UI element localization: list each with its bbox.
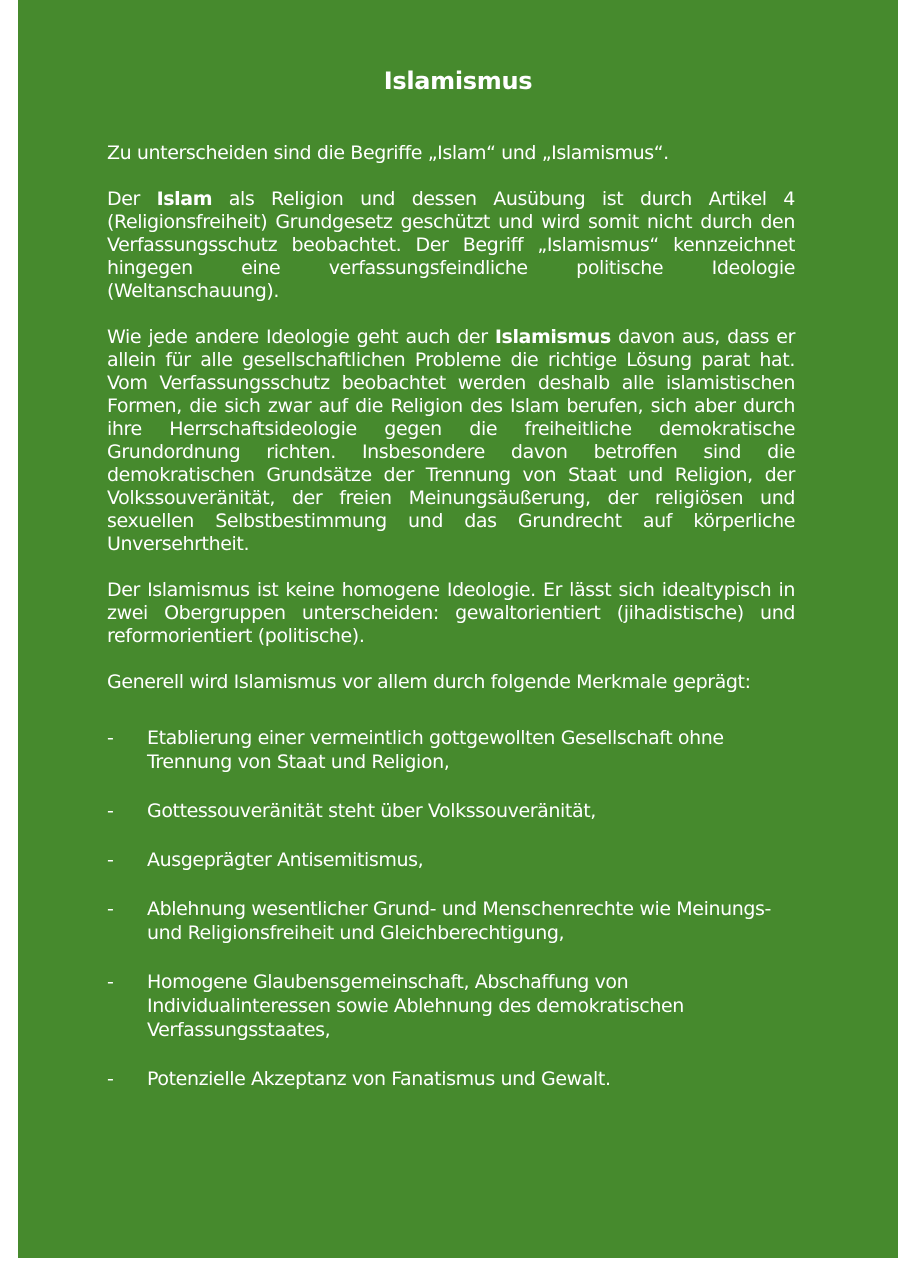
list-item-text: Potenzielle Akzeptanz von Fanatismus und Gewalt. [147,1068,611,1090]
list-bullet: - [107,898,114,920]
list-item-text: Gottessouveränität steht über Volkssouveränität, [147,800,596,822]
list-bullet: - [107,849,114,871]
list-item-text: Etablierung einer vermeintlich gottgewollten Gesellschaft ohne Trennung von Staat und Religion, [147,727,724,773]
paragraph-ideology-types: Der Islamismus ist keine homogene Ideologie. Er lässt sich idealtypisch in zwei Obergruppen unterscheiden: gewaltorientiert (jihadistische) und reformorientiert (politische). [107,579,795,647]
paragraph-islamismus [107,326,795,556]
list-item-text: Homogene Glaubensgemeinschaft, Abschaffung von Individualinteressen sowie Ablehnung des demokratischen Verfassungsstaates, [147,971,684,1041]
list-bullet: - [107,971,114,993]
list-item [107,799,795,823]
list-item [107,848,795,872]
features-list [107,726,795,1091]
list-item [107,726,795,774]
page-title: Islamismus [383,67,533,95]
list-item [107,897,795,945]
paragraph-islam-text-before: Der [107,188,157,210]
list-bullet: - [107,1068,114,1090]
term-islam: Islam [156,188,213,210]
paragraph-features-intro: Generell wird Islamismus vor allem durch folgende Merkmale geprägt: [107,671,751,693]
paragraph-islamismus-text-before: Wie jede andere Ideologie geht auch der [107,326,495,348]
list-item [107,1067,795,1091]
paragraph-islam-text-after: als Religion und dessen Ausübung ist durch Artikel 4 (Religionsfreiheit) Grundgesetz geschützt und wird somit nicht durch den Verfassungsschutz beobachtet. Der Begriff „Islamismus“ kennzeichnet hingegen eine verfassungsfeindliche politische Ideologie (Weltanschauung). [107,188,795,302]
list-bullet: - [107,727,114,749]
list-item-text: Ausgeprägter Antisemitismus, [147,849,424,871]
list-item [107,970,795,1042]
paragraph-intro: Zu unterscheiden sind die Begriffe „Islam“ und „Islamismus“. [107,142,669,164]
document-page [18,0,898,1258]
list-item-text: Ablehnung wesentlicher Grund- und Menschenrechte wie Meinungs- und Religionsfreiheit und Gleichberechtigung, [147,898,771,944]
term-islamismus: Islamismus [494,326,611,348]
paragraph-islam [107,188,795,303]
list-bullet: - [107,800,114,822]
document-body [107,142,795,1116]
paragraph-islamismus-text-after: davon aus, dass er allein für alle gesellschaftlichen Probleme die richtige Lösung parat hat. Vom Verfassungsschutz beobachtet werden deshalb alle islamistischen Formen, die sich zwar auf die Religion des Islam berufen, sich aber durch ihre Herrschaftsideologie gegen die freiheitliche demokratische Grundordnung richten. Insbesondere davon betroffen sind die demokratischen Grundsätze der Trennung von Staat und Religion, der Volkssouveränität, der freien Meinungsäußerung, der religiösen und sexuellen Selbstbestimmung und das Grundrecht auf körperliche Unversehrtheit. [107,326,795,555]
